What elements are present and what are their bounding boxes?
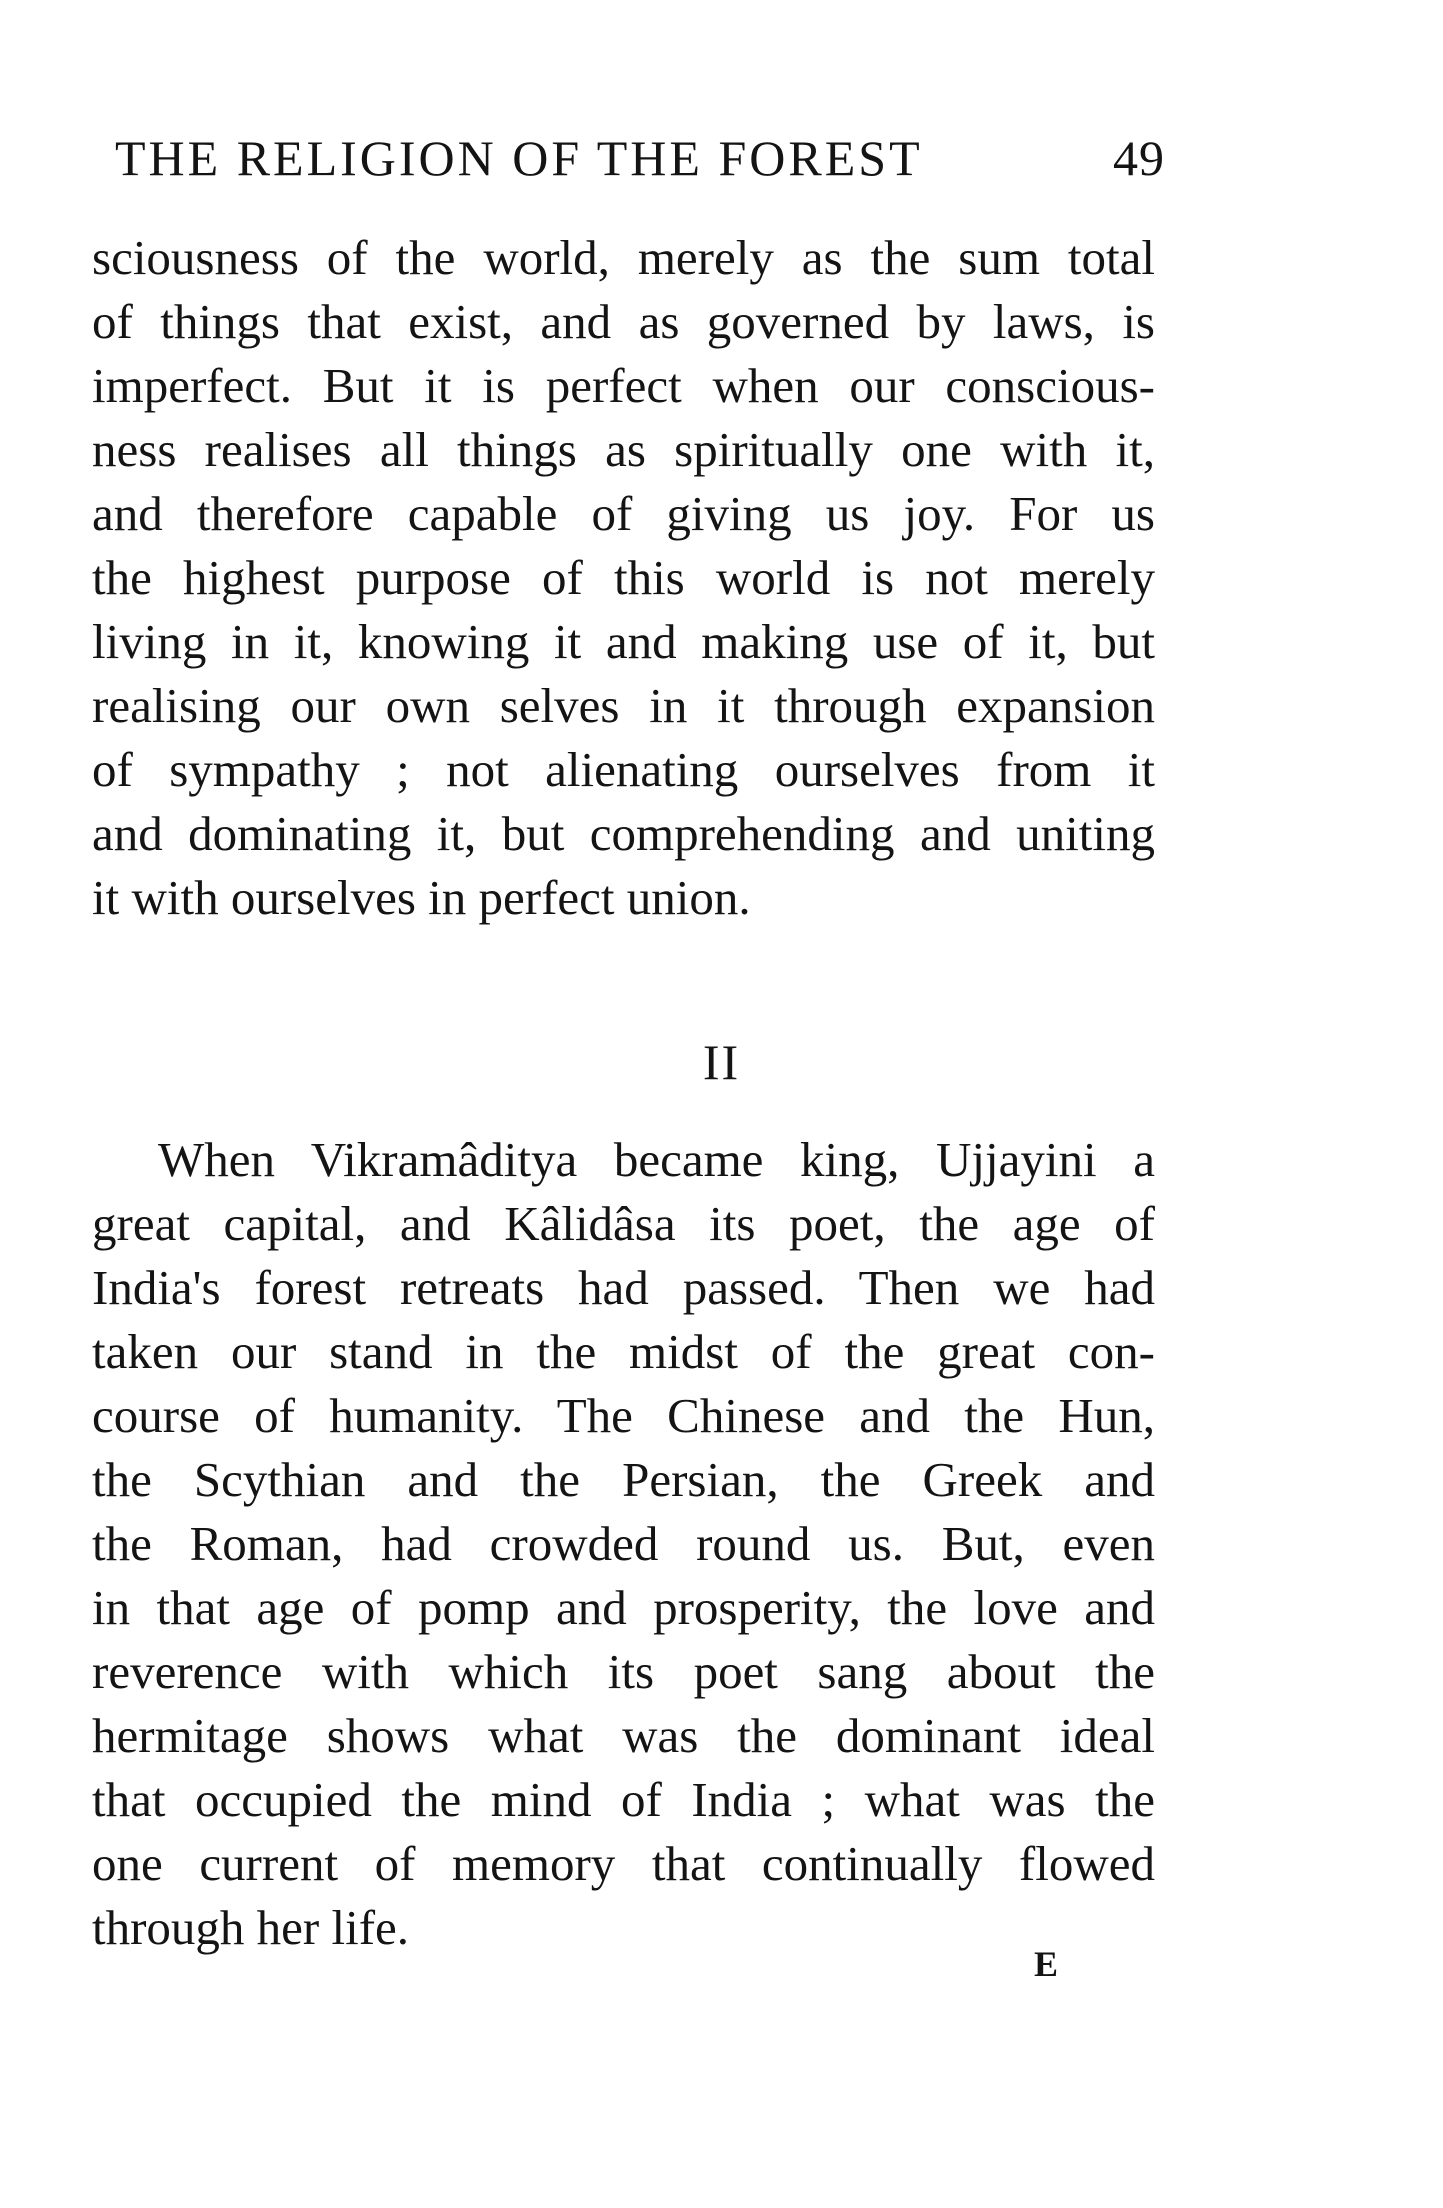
text-line: one current of memory that continually flowed xyxy=(92,1836,1155,1891)
text-line: ness realises all things as spiritually one with it, xyxy=(92,422,1155,477)
text-line: reverence with which its poet sang about the xyxy=(92,1644,1155,1699)
running-title: THE RELIGION OF THE FOREST xyxy=(115,130,923,186)
text-line: hermitage shows what was the dominant ideal xyxy=(92,1708,1155,1763)
text-line: India's forest retreats had passed. Then we had xyxy=(92,1260,1155,1315)
text-line: When Vikramâditya became king, Ujjayini a xyxy=(158,1132,1155,1187)
section-heading: II xyxy=(702,1034,741,1090)
paragraph-section-2 xyxy=(92,1128,1155,1960)
text-line: living in it, knowing it and making use of it, but xyxy=(92,614,1155,669)
text-line: course of humanity. The Chinese and the Hun, xyxy=(92,1388,1155,1443)
text-line: of things that exist, and as governed by laws, is xyxy=(92,294,1155,349)
running-head xyxy=(115,128,1165,188)
page-number: 49 xyxy=(1113,130,1165,186)
text-line: the Scythian and the Persian, the Greek and xyxy=(92,1452,1155,1507)
text-line: the Roman, had crowded round us. But, even xyxy=(92,1516,1155,1571)
text-line: in that age of pomp and prosperity, the love and xyxy=(92,1580,1155,1635)
paragraph-continued xyxy=(92,226,1155,930)
text-line: sciousness of the world, merely as the sum total xyxy=(92,230,1155,285)
text-line: imperfect. But it is perfect when our conscious- xyxy=(92,358,1155,413)
text-line: of sympathy ; not alienating ourselves from it xyxy=(92,742,1155,797)
text-line: that occupied the mind of India ; what was the xyxy=(92,1772,1155,1827)
text-line: the highest purpose of this world is not merely xyxy=(92,550,1155,605)
text-line: taken our stand in the midst of the great con- xyxy=(92,1324,1155,1379)
text-line: through her life. xyxy=(92,1900,410,1955)
text-line: great capital, and Kâlidâsa its poet, the age of xyxy=(92,1196,1155,1251)
text-line: and therefore capable of giving us joy. For us xyxy=(92,486,1155,541)
text-line: realising our own selves in it through expansion xyxy=(92,678,1155,733)
text-line: and dominating it, but comprehending and uniting xyxy=(92,806,1155,861)
signature-mark: E xyxy=(1034,1944,1059,1984)
text-line: it with ourselves in perfect union. xyxy=(92,870,751,925)
